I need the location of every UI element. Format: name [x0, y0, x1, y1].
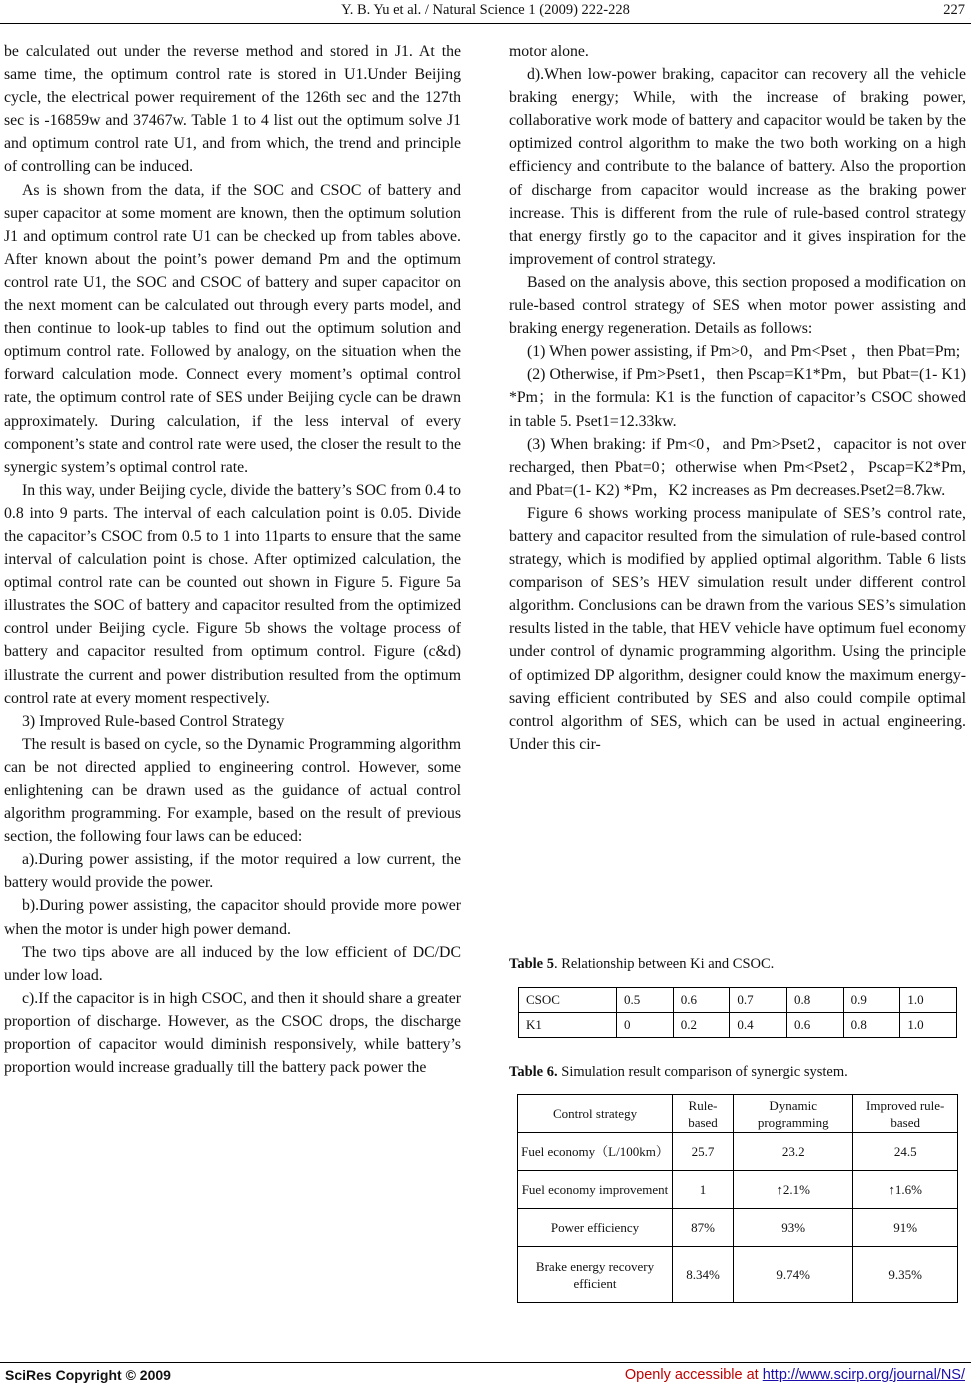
table-cell: 0.5 — [617, 988, 674, 1013]
table-cell: ↑1.6% — [853, 1171, 958, 1209]
law-b: b).During power assisting, the capacitor should provide more power when the motor is under high power demand. — [4, 897, 461, 938]
table-cell: 1 — [673, 1171, 734, 1209]
rule-2: (2) Otherwise, if Pm>Pset1，then Pscap=K1*Pm，but Pbat=(1- K1) *Pm；in the formula: K1 is the function of capacitor’s CSOC showed in table 5. Pset1=12.33kw. — [509, 366, 966, 430]
table-row — [518, 1209, 958, 1247]
left-paragraph-3: In this way, under Beijing cycle, divide the battery’s SOC from 0.4 to 0.8 into 9 parts. The interval of each calculation point is 0.05. Divide the capacitor’s CSOC from 0.5 to 1 into 11parts to ensure that the same interval of calculation point is chose. After optimized calculation, the optimal control rate can be counted out shown in Figure 5. Figure 5a illustrates the SOC of battery and capacitor resulted from the optimized control under Beijing cycle. Figure 5b shows the voltage process of battery and capacitor resulted from optimum control. Figure (c&d) illustrate the current and power distribution resulted from the optimum control rate at every moment respectively. — [4, 481, 462, 707]
table-cell: 0.4 — [730, 1013, 787, 1038]
table-cell: 0.8 — [843, 1013, 900, 1038]
left-column — [4, 40, 461, 1079]
table-cell: 24.5 — [853, 1133, 958, 1171]
table-cell: K1 — [519, 1013, 617, 1038]
table-cell: ↑2.1% — [733, 1171, 852, 1209]
table-cell: 1.0 — [900, 1013, 957, 1038]
table-cell: 0.7 — [730, 988, 787, 1013]
table-cell: Brake energy recovery efficient — [518, 1247, 673, 1303]
law-c: c).If the capacitor is in high CSOC, and then it should share a greater proportion of discharge. However, as the CSOC drops, the discharge proportion of capacitor would diminish responsively, while battery’s proportion would increase gradually till the battery pack power the — [4, 989, 461, 1077]
left-paragraph-4: The result is based on cycle, so the Dynamic Programming algorithm can be not directed applied to engineering control. However, some enlightening can be drawn used as the guidance of actual control algorithm programming. For example, based on the result of previous section, the following four laws can be educed: — [4, 735, 461, 846]
table-cell: 0.9 — [843, 988, 900, 1013]
table6-caption — [509, 1064, 848, 1081]
table6-label: Table 6. — [509, 1064, 558, 1080]
table-cell: 8.34% — [673, 1247, 734, 1303]
table5-caption-text: . Relationship between Ki and CSOC. — [554, 956, 775, 972]
table-cell: 9.74% — [733, 1247, 852, 1303]
table-cell: CSOC — [519, 988, 617, 1013]
table-cell: 0.6 — [787, 1013, 844, 1038]
table-cell: 25.7 — [673, 1133, 734, 1171]
table-5 — [518, 987, 957, 1038]
table-cell: 0.8 — [787, 988, 844, 1013]
table-row — [519, 1013, 957, 1038]
running-title — [0, 2, 971, 19]
section-heading: 3) Improved Rule-based Control Strategy — [22, 712, 285, 730]
right-paragraph-2: Figure 6 shows working process manipulate of SES’s control rate, battery and capacitor resulted from the simulation of rule-based control strategy, which is modified by applied optimal algorithm. Table 6 lists comparison of SES’s HEV simulation result under different control algorithm. Conclusions can be drawn from the various SES’s simulation results listed in the table, that HEV vehicle have optimum fuel economy under control of dynamic programming algorithm. Using the principle of optimized DP algorithm, designer could know the maximum energy-saving efficient contributed by SES and also could compile optimal control algorithm of SES, which can be used in actual engineering. Under this cir- — [509, 504, 966, 753]
left-paragraph-2: As is shown from the data, if the SOC and CSOC of battery and super capacitor at some moment are known, then the optimum solution J1 and optimum control rate U1 can be checked up from tables above. After known about the point’s power demand Pm and the optimum control rate U1, the SOC and CSOC of battery and super capacitor on the next moment can be calculated out through every parts model, and then continue to look-up tables to find out the optimum solution and optimum control rate. Followed by analogy, on the situation when the forward calculation mode. Connect every moment’s optimal control rate, the optimum control rate of SES under Beijing cycle can be drawn approximately. During calculation, if the less interval of every component’s state and control rate were used, the closer the result to the synergic system’s optimal control rate. — [4, 181, 461, 476]
open-access-text: Openly accessible at — [624, 1367, 763, 1383]
table-cell: 0 — [617, 1013, 674, 1038]
running-title-text: Y. B. Yu et al. / Natural Science 1 (2009) 222-228 — [341, 2, 630, 18]
rule-3: (3) When braking: if Pm<0，and Pm>Pset2，capacitor is not over recharged, then Pbat=0；otherwise when Pm<Pset2，Pscap=K2*Pm, and Pbat=(1- K2) *Pm，K2 increases as Pm decreases.Pset2=8.7kw. — [509, 435, 966, 499]
left-paragraph-1: be calculated out under the reverse method and stored in J1. At the same time, the optimum control rate is stored in U1.Under Beijing cycle, the electrical power requirement of the 126th sec and the 127th sec is -16859w and 37467w. Table 1 to 4 list out the optimum solve J1 and optimum control rate U1, and from which, the trend and principle of controlling can be induced. — [4, 43, 461, 176]
page-footer — [0, 1367, 971, 1386]
table-header-cell: Dynamic programming — [733, 1095, 852, 1133]
right-paragraph-1: Based on the analysis above, this section proposed a modification on rule-based control strategy of SES when motor power assisting and braking energy regeneration. Details as follows: — [509, 273, 966, 338]
page-number: 227 — [943, 2, 965, 18]
table-cell: Power efficiency — [518, 1209, 673, 1247]
table-cell: 23.2 — [733, 1133, 852, 1171]
table-header-cell: Control strategy — [518, 1095, 673, 1133]
right-column — [509, 40, 966, 756]
header-rule — [0, 23, 971, 24]
table5-caption — [509, 956, 774, 973]
open-access-note — [625, 1367, 965, 1383]
table-header-cell: Rule-based — [673, 1095, 734, 1133]
copyright-text: SciRes Copyright © 2009 — [5, 1367, 171, 1383]
table-6 — [517, 1094, 958, 1303]
table-cell: 93% — [733, 1209, 852, 1247]
table-cell: Fuel economy improvement — [518, 1171, 673, 1209]
table-cell: 0.6 — [673, 988, 730, 1013]
table-cell: 91% — [853, 1209, 958, 1247]
table-header-row — [518, 1095, 958, 1133]
table-header-cell: Improved rule-based — [853, 1095, 958, 1133]
journal-link[interactable]: http://www.scirp.org/journal/NS/ — [762, 1367, 965, 1383]
table6-caption-text: Simulation result comparison of synergic system. — [557, 1064, 848, 1080]
table-row — [518, 1171, 958, 1209]
table-cell: 0.2 — [673, 1013, 730, 1038]
table5-label: Table 5 — [509, 956, 554, 972]
table-cell: 9.35% — [853, 1247, 958, 1303]
right-paragraph-0: motor alone. — [509, 43, 589, 60]
page-header — [0, 0, 971, 22]
table-row — [519, 988, 957, 1013]
left-paragraph-5: The two tips above are all induced by the low efficient of DC/DC under low load. — [4, 943, 461, 984]
table-cell: Fuel economy（L/100km） — [518, 1133, 673, 1171]
rule-1: (1) When power assisting, if Pm>0，and Pm<Pset ，then Pbat=Pm; — [527, 343, 961, 361]
table-row — [518, 1133, 958, 1171]
law-d: d).When low-power braking, capacitor can recovery all the vehicle braking energy; While, with the increase of braking power, collaborative work mode of battery and capacitor would be taken by the optimized control algorithm to make the two both working on a high efficiency and contribute to the balance of battery. Also the proportion of discharge from capacitor would increase as the braking power increase. This is different from the rule of rule-based control strategy that energy firstly go to the capacitor and it gives inspiration for the improvement of control strategy. — [509, 66, 966, 268]
table-row — [518, 1247, 958, 1303]
table-cell: 87% — [673, 1209, 734, 1247]
law-a: a).During power assisting, if the motor required a low current, the battery would provide the power. — [4, 851, 461, 892]
footer-rule — [0, 1362, 971, 1363]
table-cell: 1.0 — [900, 988, 957, 1013]
